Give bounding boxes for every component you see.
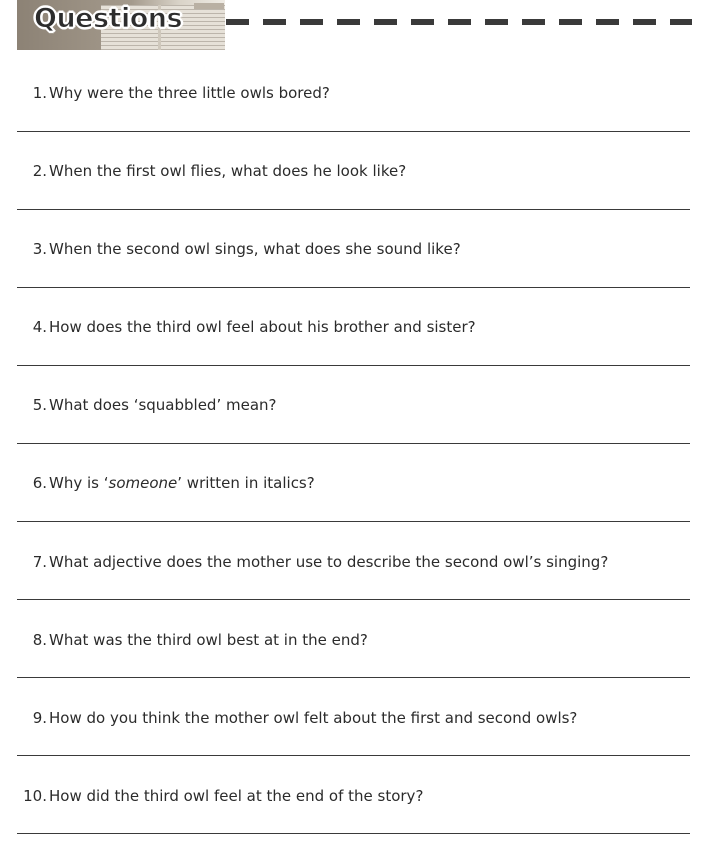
question-item [17, 786, 690, 864]
question-text: What was the third owl best at in the end? [49, 631, 368, 649]
answer-line[interactable] [17, 287, 690, 288]
question-text-part: Why is ‘ [49, 474, 109, 492]
answer-line[interactable] [17, 365, 690, 366]
question-number: 4. [32, 318, 47, 336]
question-text: How did the third owl feel at the end of the story? [49, 787, 424, 805]
answer-line[interactable] [17, 131, 690, 132]
italic-word: someone [108, 474, 178, 492]
question-item [17, 161, 690, 239]
answer-line[interactable] [17, 599, 690, 600]
question-item [17, 83, 690, 161]
question-number: 7. [32, 553, 47, 571]
question-item [17, 395, 690, 473]
question-item [17, 317, 690, 395]
question-number: 6. [32, 474, 47, 492]
question-item [17, 630, 690, 708]
answer-line[interactable] [17, 209, 690, 210]
question-item [17, 708, 690, 786]
question-number: 5. [32, 396, 47, 414]
question-text: How do you think the mother owl felt about the first and second owls? [49, 709, 578, 727]
question-text: What adjective does the mother use to describe the second owl’s singing? [49, 553, 609, 571]
answer-line[interactable] [17, 833, 690, 834]
question-text: How does the third owl feel about his brother and sister? [49, 318, 476, 336]
question-number: 1. [32, 84, 47, 102]
question-text [49, 473, 315, 493]
question-text: When the second owl sings, what does she sound like? [49, 240, 461, 258]
question-text: What does ‘squabbled’ mean? [49, 396, 277, 414]
question-number: 9. [32, 709, 47, 727]
question-item [17, 473, 690, 551]
page-title: Questions [34, 3, 183, 34]
question-text: Why were the three little owls bored? [49, 84, 330, 102]
question-number: 2. [32, 162, 47, 180]
answer-line[interactable] [17, 521, 690, 522]
question-text-part: ’ written in italics? [177, 474, 315, 492]
question-number: 10. [23, 787, 47, 805]
question-item [17, 552, 690, 630]
question-item [17, 239, 690, 317]
question-number: 8. [32, 631, 47, 649]
page-header [0, 0, 713, 52]
question-text: When the first owl flies, what does he look like? [49, 162, 407, 180]
answer-line[interactable] [17, 755, 690, 756]
answer-line[interactable] [17, 443, 690, 444]
dashed-divider [226, 19, 692, 25]
question-number: 3. [32, 240, 47, 258]
answer-line[interactable] [17, 677, 690, 678]
